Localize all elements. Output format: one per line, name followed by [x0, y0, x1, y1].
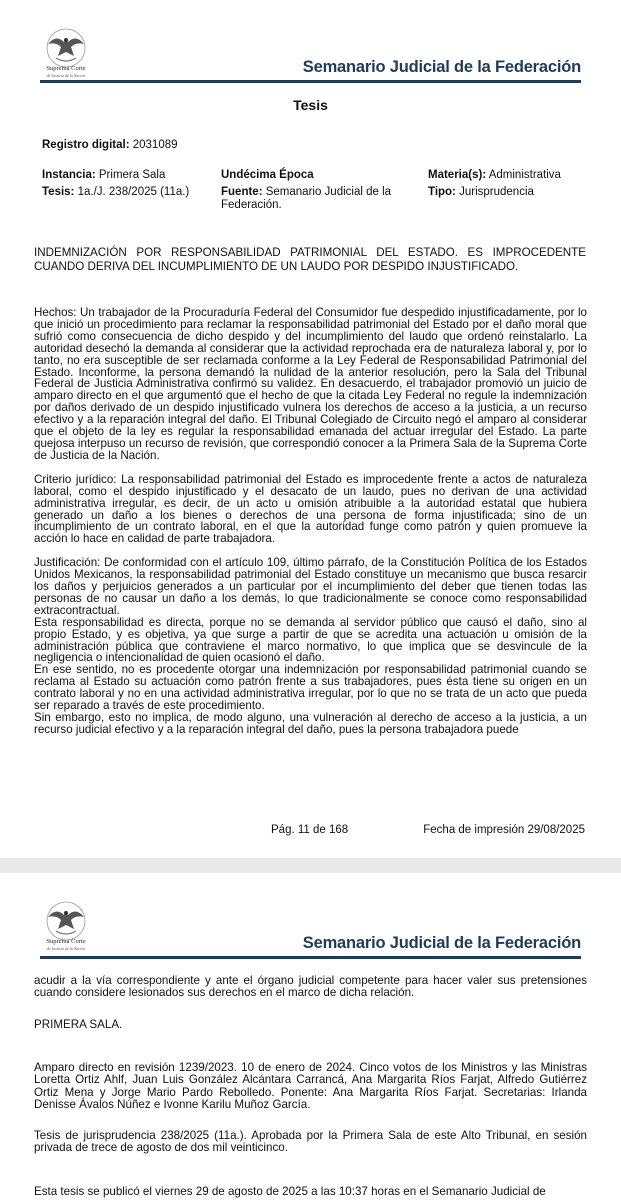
tesis-rubro: INDEMNIZACIÓN POR RESPONSABILIDAD PATRIMONIAL DEL ESTADO. ES IMPROCEDENTE CUANDO DERIVA DEL INCUMPLIMIENTO DE UN LAUDO POR DESPIDO INJUSTIFICADO.	[34, 246, 586, 273]
scjn-logo	[34, 28, 98, 80]
eagle-seal-icon	[34, 901, 98, 941]
tesis-jurisprudencia-paragraph: Tesis de jurisprudencia 238/2025 (11a.). Aprobada por la Primera Sala de este Alto Tribunal, en sesión privada de trece de agosto de dos mil veinticinco.	[34, 1129, 587, 1155]
logo-caption-sub: de Justicia de la Nación	[46, 945, 86, 951]
tesis-label: Tesis:	[42, 186, 75, 198]
justificacion-paragraph-3: En ese sentido, no es procedente otorgar una indemnización por responsabilidad patrimonial cuando se reclama al Estado su actuación como patrón frente a sus trabajadores, pues ésta tiene su origen en un contrato laboral y no en una actividad administrativa irregular, por lo que no se trata de un acto que pueda ser reparado a través de este procedimiento.	[34, 663, 587, 713]
header-divider	[40, 956, 581, 959]
print-date: Fecha de impresión 29/08/2025	[423, 824, 585, 836]
tipo	[428, 186, 534, 199]
sala-line: PRIMERA SALA.	[34, 1018, 123, 1031]
tipo-label: Tipo:	[428, 186, 456, 198]
materia-value: Administrativa	[488, 169, 561, 181]
instancia-label: Instancia:	[42, 169, 96, 181]
hechos-paragraph: Hechos: Un trabajador de la Procuraduría Federal del Consumidor fue despedido injustificadamente, por lo que inició un procedimiento para reclamar la responsabilidad patrimonial del Estado por el daño moral que sufrió como consecuencia de dicho despido y del incumplimiento del laudo que ordenó reinstalarlo. La autoridad desechó la demanda al considerar que la actividad reprochada era de naturaleza laboral y, por lo tanto, no era susceptible de ser reclamada conforme a la Ley Federal de Responsabilidad Patrimonial del Estado. Inconforme, la persona demandó la nulidad de la anterior resolución, pero la Sala del Tribunal Federal de Justicia Administrativa confirmó su validez. En desacuerdo, el trabajador promovió un juicio de amparo directo en el que argumentó que el hecho de que la citada Ley Federal no regule la indemnización por daños derivado de un despido injustificado vulnera los derechos de acceso a la justicia, a un recurso efectivo y a la reparación integral del daño. El Tribunal Colegiado de Circuito negó el amparo al considerar que el objeto de la ley es regular la responsabilidad emanada del actuar irregular del Estado. La parte quejosa interpuso un recurso de revisión, que correspondió conocer a la Primera Sala de la Suprema Corte de Justicia de la Nación.	[34, 306, 587, 462]
epoca	[221, 169, 314, 182]
registro-digital	[42, 139, 178, 152]
publication-title: Semanario Judicial de la Federación	[302, 58, 581, 76]
criterio-paragraph: Criterio jurídico: La responsabilidad patrimonial del Estado es improcedente frente a actos de naturaleza laboral, como el despido injustificado y el desacato de un laudo, pues no derivan de una actividad administrativa irregular, es decir, de un acto u omisión atribuible a la autoridad estatal que hubiera generado un daño a los bienes o derechos de una persona de forma injustificada; sino de un incumplimiento de un contrato laboral, en el que la autoridad funge como patrón y quien promueve la acción lo hace en calidad de parte trabajadora.	[34, 472, 587, 546]
logo-caption-main: Suprema Corte	[46, 65, 86, 72]
justificacion-paragraph-4: Sin embargo, esto no implica, de modo alguno, una vulneración al derecho de acceso a la justicia, a un recurso judicial efectivo y a la reparación integral del daño, pues la persona trabajadora puede	[34, 711, 587, 736]
amparo-paragraph: Amparo directo en revisión 1239/2023. 10 de enero de 2024. Cinco votos de los Ministros y las Ministras Loretta Ortiz Ahlf, Juan Luis González Alcántara Carrancá, Ana Margarita Ríos Farjat, Alfredo Gutiérrez Ortiz Mena y Jorge Mario Pardo Rebolledo. Ponente: Ana Margarita Ríos Farjat. Secretarias: Irlanda Denisse Ávalos Núñez e Ivonne Karilu Muñoz García.	[34, 1061, 587, 1111]
instancia	[42, 169, 165, 182]
document-heading: Tesis	[293, 97, 328, 113]
instancia-value: Primera Sala	[98, 169, 166, 181]
header-divider	[40, 80, 581, 83]
eagle-seal-icon	[34, 28, 98, 68]
scjn-logo	[34, 901, 98, 953]
publication-title: Semanario Judicial de la Federación	[302, 934, 581, 952]
logo-caption-main: Suprema Corte	[46, 938, 86, 945]
tesis-body	[34, 307, 587, 736]
logo-caption-sub: de Justicia de la Nación	[46, 72, 86, 78]
tesis-number	[42, 186, 189, 199]
epoca-value: Undécima Época	[221, 169, 314, 181]
publicacion-line: Esta tesis se publicó el viernes 29 de agosto de 2025 a las 10:37 horas en el Semanario Judicial de	[34, 1185, 546, 1198]
materia	[428, 169, 561, 182]
document-page-2	[0, 873, 621, 1200]
justificacion-paragraph-2: Esta responsabilidad es directa, porque no se demanda al servidor público que causó el daño, sino al propio Estado, y es objetiva, ya que surge a partir de que se acredita una actuación u omisión de la administración pública que contraviene el marco normativo, lo que implica que se desvincule de la negligencia o intencionalidad de quien ocasionó el daño.	[34, 615, 587, 665]
tesis-value: 1a./J. 238/2025 (11a.)	[77, 186, 190, 198]
justificacion-paragraph-1: Justificación: De conformidad con el artículo 109, último párrafo, de la Constitución Política de los Estados Unidos Mexicanos, la responsabilidad patrimonial del Estado constituye un mecanismo que busca resarcir los daños y perjuicios generados a un particular por el incumplimiento del deber que tienen todas las personas de no causar un daño a los demás, lo que tradicionalmente se conoce como responsabilidad extracontractual.	[34, 556, 587, 617]
registro-value: 2031089	[132, 139, 178, 151]
fuente-label: Fuente:	[221, 186, 263, 198]
fuente	[221, 186, 421, 212]
registro-label: Registro digital:	[42, 139, 130, 151]
tipo-value: Jurisprudencia	[459, 186, 534, 198]
fuente-value: Semanario Judicial de la Federación.	[221, 186, 392, 211]
page-number: Pág. 11 de 168	[271, 824, 349, 836]
continuation-paragraph: acudir a la vía correspondiente y ante el órgano judicial competente para hacer valer sus pretensiones cuando considere lesionados sus derechos en el marco de dicha relación.	[34, 974, 587, 1000]
materia-label: Materia(s):	[428, 169, 487, 181]
